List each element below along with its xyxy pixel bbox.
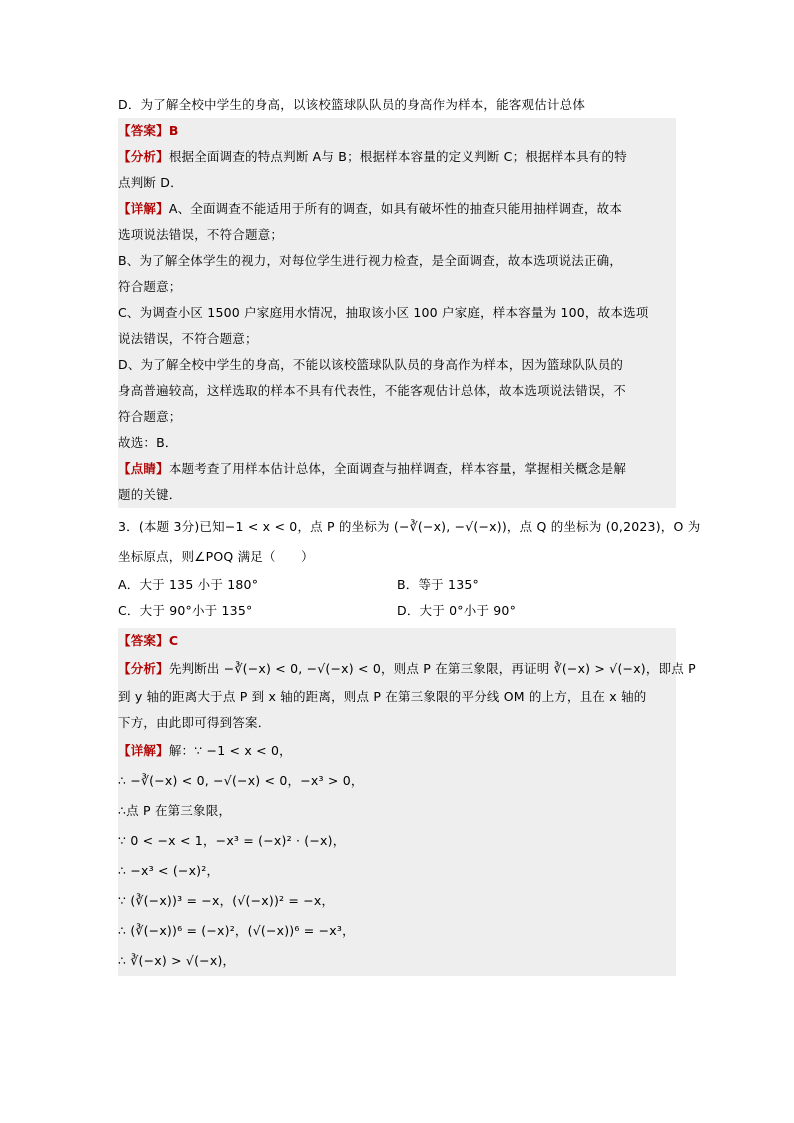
q3-analysis-line-3: 下方，由此即可得到答案． bbox=[118, 715, 271, 730]
detail-tag: 【详解】 bbox=[118, 201, 169, 216]
q2-detail-line-5: C、为调查小区 1500 户家庭用水情况，抽取该小区 100 户家庭，样本容量为 100，故本选项 bbox=[118, 305, 649, 320]
answer-tag: 【答案】 bbox=[118, 633, 169, 648]
q3-stem-line-2: 坐标原点，则∠POQ 满足（ ） bbox=[118, 549, 314, 564]
q3-detail-line-4: ∵ 0 < −x < 1，−x³ = (−x)² · (−x)， bbox=[118, 833, 346, 848]
detail-tag: 【详解】 bbox=[118, 743, 169, 758]
q3-option-b: B．等于 135° bbox=[397, 577, 479, 592]
q2-detail-line-3: B、为了解全体学生的视力，对每位学生进行视力检查，是全面调查，故本选项说法正确， bbox=[118, 253, 623, 268]
q3-options-row-2 bbox=[118, 598, 676, 624]
q3-option-a: A．大于 135 小于 180° bbox=[118, 577, 259, 592]
q2-detail-line-6: 说法错误，不符合题意； bbox=[118, 331, 258, 346]
q3-option-d: D．大于 0°小于 90° bbox=[397, 603, 517, 618]
q2-comment-line-2: 题的关键． bbox=[118, 487, 182, 502]
q2-detail-line-8: 身高普遍较高，这样选取的样本不具有代表性，不能客观估计总体，故本选项说法错误，不 bbox=[118, 383, 627, 398]
analysis-tag: 【分析】 bbox=[118, 149, 169, 164]
q2-detail-line-9: 符合题意； bbox=[118, 409, 182, 424]
q3-detail-line-5: ∴ −x³ < (−x)²， bbox=[118, 863, 220, 878]
q2-detail-line-4: 符合题意； bbox=[118, 279, 182, 294]
q3-detail-line-3: ∴点 P 在第三象限， bbox=[118, 803, 232, 818]
q2-detail-line-2: 选项说法错误，不符合题意； bbox=[118, 227, 284, 242]
q3-detail-line-6: ∵ (∛(−x))³ = −x，(√(−x))² = −x， bbox=[118, 893, 335, 908]
q2-comment-line-1: 【点睛】本题考查了用样本估计总体，全面调查与抽样调查，样本容量，掌握相关概念是解 bbox=[118, 461, 627, 476]
q3-detail-line-1: 【详解】解：∵ −1 < x < 0， bbox=[118, 743, 292, 758]
q3-options-row-1 bbox=[118, 572, 676, 598]
q2-answer-line bbox=[118, 118, 676, 144]
q2-analysis-line-2: 点判断 D． bbox=[118, 175, 183, 190]
q2-detail-line-1: 【详解】A、全面调查不能适用于所有的调查，如具有破坏性的抽查只能用抽样调查，故本 bbox=[118, 201, 623, 216]
q2-analysis-line-1: 【分析】根据全面调查的特点判断 A与 B；根据样本容量的定义判断 C；根据样本具有的特 bbox=[118, 149, 627, 164]
answer-value: C bbox=[168, 633, 179, 648]
q3-detail-line-2: ∴ −∛(−x) < 0, −√(−x) < 0，−x³ > 0， bbox=[118, 773, 364, 788]
analysis-tag: 【分析】 bbox=[118, 661, 169, 676]
comment-tag: 【点睛】 bbox=[118, 461, 169, 476]
q3-detail-line-8: ∴ ∛(−x) > √(−x)， bbox=[118, 953, 236, 968]
q3-answer-line bbox=[118, 628, 676, 654]
answer-tag: 【答案】 bbox=[118, 123, 169, 138]
q3-stem-line-1: 3．(本题 3分)已知−1 < x < 0，点 P 的坐标为 (−∛(−x), −√(−x))，点 Q 的坐标为 (0,2023)，O 为 bbox=[118, 519, 701, 534]
document-page bbox=[118, 92, 701, 976]
q3-detail-line-7: ∴ (∛(−x))⁶ = (−x)²，(√(−x))⁶ = −x³， bbox=[118, 923, 355, 938]
q2-conclusion: 故选：B． bbox=[118, 435, 178, 450]
q3-solution-block bbox=[118, 628, 696, 976]
q3-analysis-line-1: 【分析】先判断出 −∛(−x) < 0, −√(−x) < 0，则点 P 在第三象限，再证明 ∛(−x) > √(−x)，即点 P bbox=[118, 661, 696, 676]
q2-detail-line-7: D、为了解全校中学生的身高，不能以该校篮球队队员的身高作为样本，因为篮球队队员的 bbox=[118, 357, 624, 372]
answer-value: B bbox=[168, 123, 179, 138]
q2-solution-block bbox=[118, 118, 676, 508]
q3-analysis-line-2: 到 y 轴的距离大于点 P 到 x 轴的距离，则点 P 在第三象限的平分线 OM 的上方，且在 x 轴的 bbox=[118, 689, 647, 704]
q2-option-d: D．为了解全校中学生的身高，以该校篮球队队员的身高作为样本，能客观估计总体 bbox=[118, 97, 586, 112]
q3-option-c: C．大于 90°小于 135° bbox=[118, 603, 253, 618]
